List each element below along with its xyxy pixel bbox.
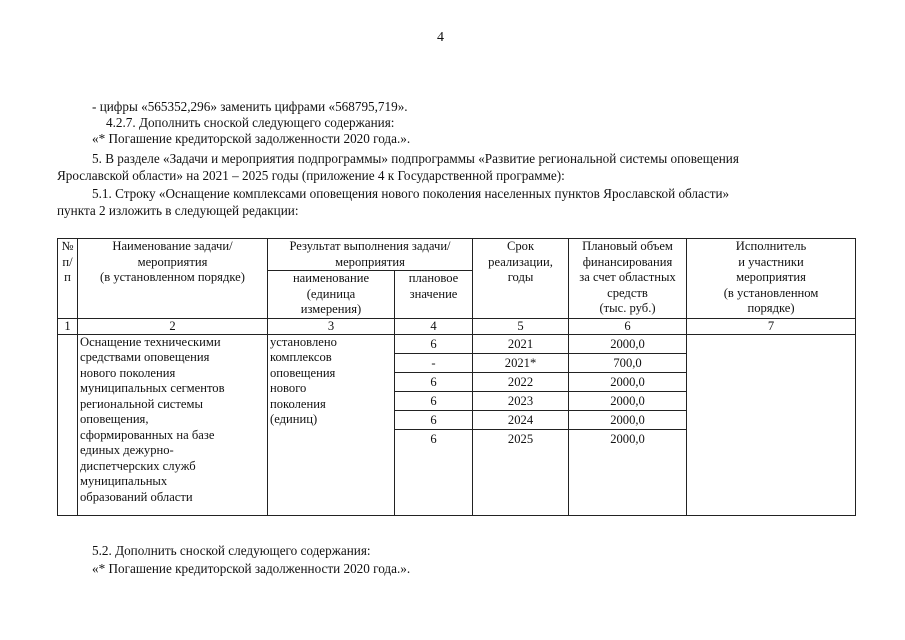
funding-cell: 2000,0 bbox=[569, 411, 686, 430]
row-executor bbox=[687, 334, 856, 515]
header-result: Результат выполнения задачи/ мероприятия bbox=[268, 239, 473, 271]
year-cell: 2021* bbox=[473, 354, 568, 373]
year-cell: 2023 bbox=[473, 392, 568, 411]
table-row bbox=[58, 334, 856, 515]
funding-cell: 2000,0 bbox=[569, 392, 686, 411]
paragraph-3: «* Погашение кредиторской задолженности 2020 года.». bbox=[92, 131, 411, 146]
index-cell: 6 bbox=[569, 318, 687, 334]
value-cell: 6 bbox=[430, 431, 437, 446]
paragraph-6: 5.1. Строку «Оснащение комплексами оповещения нового поколения населенных пунктов Ярославской области» bbox=[92, 186, 730, 201]
funding-cell: 2000,0 bbox=[569, 373, 686, 392]
paragraph-after-1: 5.2. Дополнить сноской следующего содержания: bbox=[92, 543, 371, 558]
paragraph-1: - цифры «565352,296» заменить цифрами «568795,719». bbox=[92, 99, 408, 114]
index-cell: 3 bbox=[268, 318, 395, 334]
index-cell: 5 bbox=[473, 318, 569, 334]
index-cell: 4 bbox=[395, 318, 473, 334]
row-values bbox=[395, 334, 473, 515]
paragraph-after-2: «* Погашение кредиторской задолженности 2020 года.». bbox=[92, 561, 411, 576]
header-num: № п/п bbox=[58, 239, 78, 319]
index-cell: 2 bbox=[78, 318, 268, 334]
year-cell: 2022 bbox=[473, 373, 568, 392]
row-num bbox=[58, 334, 78, 515]
header-task: Наименование задачи/ мероприятия (в установленном порядке) bbox=[78, 239, 268, 319]
header-result-name: наименование (единица измерения) bbox=[268, 271, 395, 319]
value-cell: - bbox=[395, 354, 472, 373]
row-funding bbox=[569, 334, 687, 515]
row-years bbox=[473, 334, 569, 515]
paragraph-7: пункта 2 изложить в следующей редакции: bbox=[57, 203, 299, 218]
paragraph-5: Ярославской области» на 2021 – 2025 годы (приложение 4 к Государственной программе): bbox=[57, 168, 565, 183]
paragraph-2: 4.2.7. Дополнить сноской следующего содержания: bbox=[106, 115, 395, 130]
year-cell: 2025 bbox=[507, 431, 534, 446]
header-result-value: плановое значение bbox=[395, 271, 473, 319]
page-number: 4 bbox=[437, 30, 444, 45]
row-result-name: установлено комплексов оповещения нового поколения (единиц) bbox=[268, 334, 395, 515]
value-cell: 6 bbox=[395, 373, 472, 392]
year-cell: 2024 bbox=[473, 411, 568, 430]
header-executor: Исполнитель и участники мероприятия (в установленном порядке) bbox=[687, 239, 856, 319]
row-task: Оснащение техническими средствами оповещения нового поколения муниципальных сегментов региональной системы оповещения, сформированных на базе единых дежурно- диспетчерских служб муниципальных образований области bbox=[78, 334, 268, 515]
header-funding: Плановый объем финансирования за счет областных средств (тыс. руб.) bbox=[569, 239, 687, 319]
paragraph-4: 5. В разделе «Задачи и мероприятия подпрограммы» подпрограммы «Развитие региональной системы оповещения bbox=[92, 151, 739, 166]
funding-cell: 700,0 bbox=[569, 354, 686, 373]
year-cell: 2021 bbox=[473, 335, 568, 354]
index-cell: 7 bbox=[687, 318, 856, 334]
funding-cell: 2000,0 bbox=[610, 431, 645, 446]
header-term: Срок реализации, годы bbox=[473, 239, 569, 319]
index-row bbox=[58, 318, 856, 334]
value-cell: 6 bbox=[395, 411, 472, 430]
funding-cell: 2000,0 bbox=[569, 335, 686, 354]
program-table bbox=[57, 238, 856, 516]
value-cell: 6 bbox=[395, 335, 472, 354]
index-cell: 1 bbox=[58, 318, 78, 334]
value-cell: 6 bbox=[395, 392, 472, 411]
